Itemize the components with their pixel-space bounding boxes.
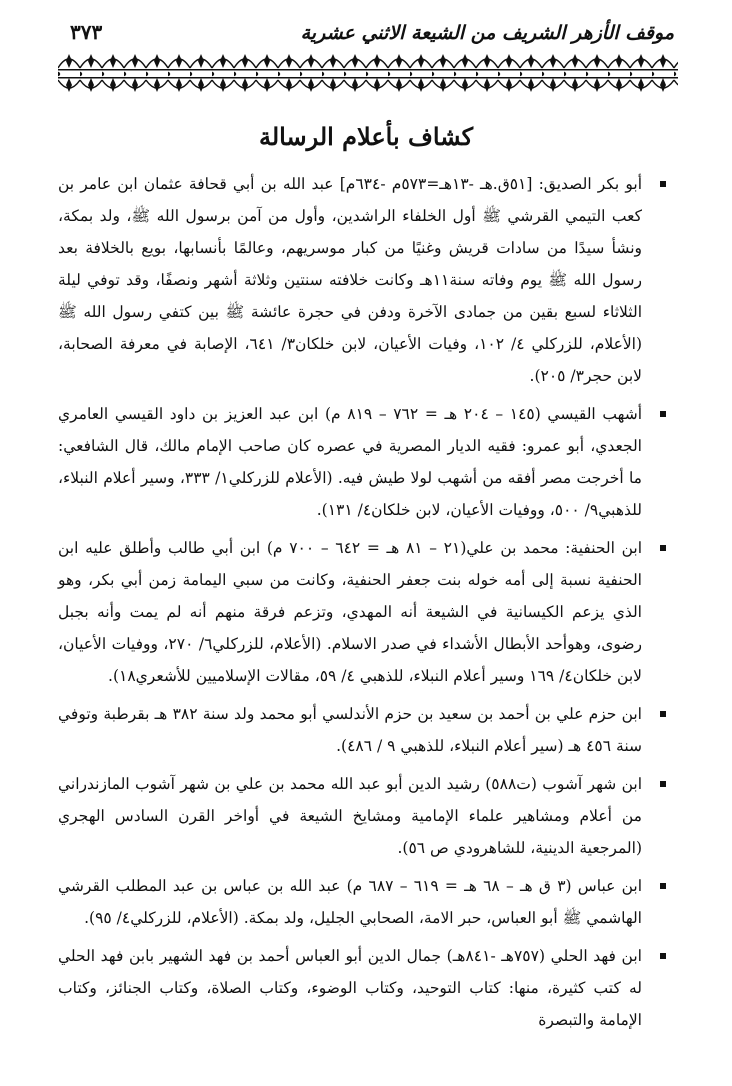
running-header — [70, 18, 674, 44]
list-item — [58, 398, 672, 526]
list-item — [58, 532, 672, 692]
bullet-icon — [660, 953, 666, 959]
running-title: موقف الأزهر الشريف من الشيعة الاثني عشرية — [300, 22, 674, 44]
list-item — [58, 698, 672, 762]
section-title: كشاف بأعلام الرسالة — [258, 122, 474, 151]
entry-text: ابن شهر آشوب (ت٥٨٨) رشيد الدين أبو عبد الله محمد بن علي بن شهر آشوب المازندراني من أعلام ومشاهير علماء الإمامية ومشايخ الشيعة في أواخر القرن السادس الهجري (المرجعية الدينية، للشاهرودي ص ٥٦). — [58, 775, 643, 857]
entry-text: ابن حزم علي بن أحمد بن سعيد بن حزم الأندلسي أبو محمد ولد سنة ٣٨٢ هـ بقرطبة وتوفي سنة ٤٥٦ هـ (سير أعلام النبلاء، للذهبي ٩ / ٤٨٦). — [58, 705, 642, 755]
decorative-border-ornament — [58, 48, 678, 98]
entry-text: أشهب القيسي (١٤٥ – ٢٠٤ هـ = ٧٦٢ – ٨١٩ م) ابن عبد العزيز بن داود القيسي العامري الجعدي، أبو عمرو: فقيه الديار المصرية في عصره كان صاحب الإمام مالك، قال الشافعي: ما أخرجت مصر أفقه من أشهب لولا طيش فيه. (الأعلام للزركلي١/ ٣٣٣، وسير أعلام النبلاء، للذهبي٩/ ٥٠٠، ووفيات الأعيان، لابن خلكان٤/ ١٣١). — [58, 405, 643, 519]
list-item — [58, 768, 672, 864]
bullet-icon — [660, 411, 666, 417]
entry-text: ابن الحنفية: محمد بن علي(٢١ – ٨١ هـ = ٦٤٢ – ٧٠٠ م) ابن أبي طالب وأطلق عليه ابن الحنفية نسبة إلى أمه خوله بنت جعفر الحنفية، وكانت من سبي اليمامة زمن أبي بكر، وهو الذي يزعم الكيسانية في الشيعة أنه المهدي، وتزعم فرقة منهم أنه لم يمت وأنه بجبل رضوى، وهوأحد الأبطال الأشداء في صدر الاسلام. (الأعلام، للزركلي٦/ ٢٧٠، ووفيات الأعيان، لابن خلكان٤/ ١٦٩ وسير أعلام النبلاء، للذهبي ٤/ ٥٩، مقالات الإسلاميين للأشعري١٨). — [58, 539, 643, 685]
bullet-icon — [660, 711, 666, 717]
bullet-icon — [660, 781, 666, 787]
list-item — [58, 168, 672, 392]
index-entries — [58, 168, 672, 1042]
bullet-icon — [660, 883, 666, 889]
entry-text: ابن عباس (٣ ق هـ – ٦٨ هـ = ٦١٩ – ٦٨٧ م) عبد الله بن عباس بن عبد المطلب القرشي الهاشمي ﷺ أبو العباس، حبر الامة، الصحابي الجليل، ولد بمكة. (الأعلام، للزركلي٤/ ٩٥). — [58, 877, 643, 927]
list-item — [58, 940, 672, 1036]
bullet-icon — [660, 545, 666, 551]
bullet-icon — [660, 181, 666, 187]
entry-text: أبو بكر الصديق: [٥١ق.هـ -١٣هـ=٥٧٣م -٦٣٤م] عبد الله بن أبي قحافة عثمان ابن عامر بن كعب التيمي القرشي ﷺ أول الخلفاء الراشدين، وأول من آمن برسول الله ﷺ، ولد بمكة، ونشأ سيدًا من سادات قريش وغنيًا من كبار موسريهم، وعالمًا بأنسابها، بويع بالخلافة بعد رسول الله ﷺ يوم وفاته سنة١١هـ وكانت خلافته سنتين وثلاثة أشهر ونصفًا، وقد توفي ليلة الثلاثاء لسبع بقين من جمادى الآخرة ودفن في حجرة عائشة ﷺ بين كتفي رسول الله ﷺ (الأعلام، للزركلي ٤/ ١٠٢، وفيات الأعيان، لابن خلكان٣/ ٦٤١، الإصابة في معرفة الصحابة، لابن حجر٣/ ٢٠٥). — [58, 175, 643, 385]
entry-text: ابن فهد الحلي (٧٥٧هـ -٨٤١هـ) جمال الدين أبو العباس أحمد بن فهد الشهير بابن فهد الحلي له كتب كثيرة، منها: كتاب التوحيد، وكتاب الوضوء، وكتاب الصلاة، وكتاب الجنائز، وكتاب الإمامة والتبصرة — [58, 947, 642, 1029]
page-number: ٣٧٣ — [70, 20, 103, 44]
list-item — [58, 870, 672, 934]
